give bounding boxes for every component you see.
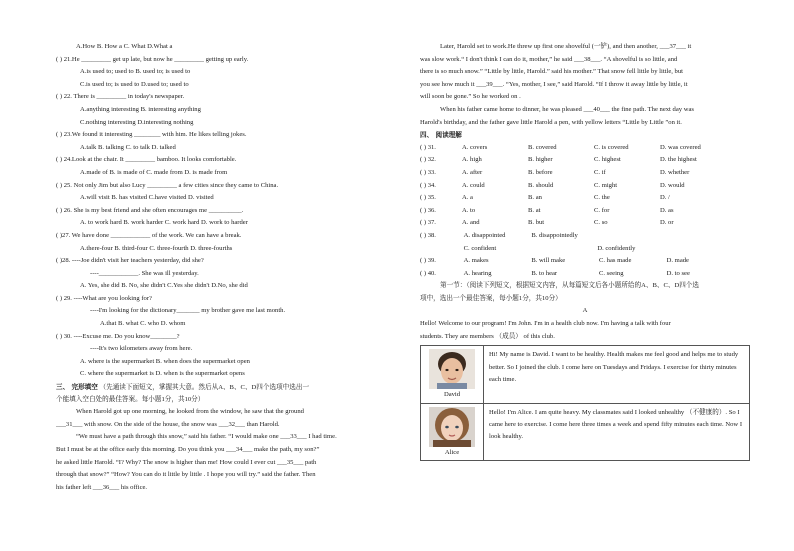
option-c: C. for xyxy=(594,206,610,214)
option-row xyxy=(420,167,750,180)
question-24: ( ) 24.Look at the chair. It _________ bamboo. It looks comfortable. xyxy=(56,156,237,164)
q30-options-ab: A. where is the supermarket B. when does the supermarket open xyxy=(80,357,250,365)
section-4-title: 四、 阅读理解 xyxy=(420,131,462,140)
table-row xyxy=(421,346,750,403)
section-3-header xyxy=(56,381,386,394)
option-d: D. to see xyxy=(666,269,690,277)
option-b: B. an xyxy=(528,194,542,202)
question-27: ( )27. We have done ____________ of the work. We can have a break. xyxy=(56,231,242,239)
option-b: B. covered xyxy=(528,143,557,151)
passage-line: ___31___ with snow. On the side of the house, the snow was ___32___ than Harold. xyxy=(56,420,280,428)
q20-options: A.How B. How a C. What D.What a xyxy=(76,43,173,50)
q29-options: A.that B. what C. who D. whom xyxy=(100,320,186,328)
member-description: Hi! My name is David. I want to be healthy. Health makes me feel good and helps me to study better. So I joined the club. I come here on Tuesdays and Fridays. I exercise for thirty minutes each time. xyxy=(484,346,750,403)
q21-options-ab: A.is used to; used to B. used to; is used to xyxy=(80,68,191,76)
option-number: ( ) 35. xyxy=(420,194,436,202)
question-21: ( ) 21.He _________ get up late, but now he _________ getting up early. xyxy=(56,55,249,63)
option-a: A. after xyxy=(462,168,483,176)
option-number: ( ) 34. xyxy=(420,181,436,189)
option-d: D. would xyxy=(660,181,685,189)
option-a: A. hearing xyxy=(463,269,492,277)
option-a: A. could xyxy=(462,181,485,189)
question-23: ( ) 23.We found it interesting ________ with him. He likes telling jokes. xyxy=(56,131,247,139)
passage-line: will soon be gone.” So he worked on . xyxy=(420,93,521,101)
question-30: ( ) 30. ----Excuse me. Do you know________? xyxy=(56,332,180,340)
option-row xyxy=(420,205,750,218)
part-1-instructions: 第一节：（阅读下列短文，根据短文内容，从每篇短文后各小题所给的A、B、C、D四个选 xyxy=(440,282,699,290)
option-row xyxy=(420,142,750,155)
section-3-title: 三、 完形填空 xyxy=(56,383,98,392)
option-d: D. confidently xyxy=(597,244,636,252)
option-c: C. if xyxy=(594,168,606,176)
question-26: ( ) 26. She is my best friend and she often encourages me __________. xyxy=(56,206,244,214)
cloze-options-list xyxy=(420,142,750,230)
option-d: D. / xyxy=(660,194,670,202)
passage-line: But I must be at the office early this morning. Do you think you ___34___ make the path, my son?” xyxy=(56,446,320,453)
option-c: C. the xyxy=(594,194,610,202)
option-d: D. as xyxy=(660,206,674,214)
option-number: ( ) 37. xyxy=(420,219,436,227)
option-number: ( ) 40. xyxy=(420,269,436,277)
question-25: ( ) 25. Not only Jim but also Lucy _________ a few cities since they came to China. xyxy=(56,181,279,189)
option-number: ( ) 38. xyxy=(420,231,436,239)
passage-line: was slow work.“ I don't think I can do it, mother,” he said ___38___. “A shovelful is so little, and xyxy=(420,55,678,63)
option-b: B. at xyxy=(528,206,541,214)
option-b: B. should xyxy=(528,181,554,189)
option-row-38-cont xyxy=(420,243,750,256)
option-a: A. disappointed xyxy=(463,231,506,239)
q25-options: A.will visit B. has visited C.have visited D. visited xyxy=(80,194,214,202)
table-row xyxy=(421,403,750,460)
passage-line: Later, Harold set to work.He threw up first one shovelful (一铲), and then another, ___37___ it xyxy=(440,43,692,50)
option-b: B. but xyxy=(528,219,545,227)
option-b: B. higher xyxy=(528,156,553,164)
option-c: C. so xyxy=(594,219,608,227)
q28-reply: ----____________. She was ill yesterday. xyxy=(90,269,199,277)
member-name: David xyxy=(443,391,461,399)
option-c: C. might xyxy=(594,181,618,189)
option-row xyxy=(420,180,750,193)
passage-label: A xyxy=(582,307,588,315)
option-number: ( ) 32. xyxy=(420,156,436,164)
option-d: D. made xyxy=(666,257,689,265)
q24-options: A.made of B. is made of C. made from D. is made from xyxy=(80,168,228,176)
left-column xyxy=(56,41,386,494)
question-29: ( ) 29. ----What are you looking for? xyxy=(56,294,152,302)
option-number: ( ) 31. xyxy=(420,143,436,151)
david-photo xyxy=(429,349,475,389)
q29-reply: ----I'm looking for the dictionary_______ my brother gave me last month. xyxy=(90,307,286,315)
q30-reply: ----It's two kilometers away from here. xyxy=(90,345,193,353)
q26-options: A. to work hard B. work harder C. work hard D. work to harder xyxy=(80,219,248,227)
option-d: D. was covered xyxy=(660,143,701,151)
option-row-38 xyxy=(420,230,750,243)
q28-options: A. Yes, she did B. No, she didn't C.Yes she didn't D.No, she did xyxy=(80,282,248,290)
option-a: A. to xyxy=(462,206,476,214)
question-22: ( ) 22. There is _________ in today's newspaper. xyxy=(56,93,185,101)
passage-intro: Hello! Welcome to our program! I'm John. I'm in a health club now. I'm having a talk with four xyxy=(420,320,671,328)
question-28: ( )28. ----Joe didn't visit her teachers yesterday, did she? xyxy=(56,257,204,265)
option-a: A. high xyxy=(462,156,482,164)
passage-intro-cont: students. They are members （成员） of this club. xyxy=(420,332,555,340)
option-a: A. makes xyxy=(463,257,489,265)
member-description: Hello! I'm Alice. I am quite heavy. My classmates said I looked unhealthy （不健康的）. So I came here to exercise. I come here three times a week and spend fifty minutes each time. Now I look healthy. xyxy=(484,403,750,460)
q30-options-cd: C. where the supermarket is D. when is the supermarket opens xyxy=(80,370,245,378)
option-row xyxy=(420,154,750,167)
passage-line: he asked little Harold. “I? Why? The snow is higher than me! How could I ever cut ___35___ path xyxy=(56,458,317,466)
option-number: ( ) 33. xyxy=(420,168,436,176)
option-b: B. will make xyxy=(531,257,566,265)
passage-line: When his father came home to dinner, he was pleased ___40___ the fine path. The next day was xyxy=(440,105,694,113)
member-name: Alice xyxy=(444,448,460,456)
option-b: B. disappointedly xyxy=(531,231,578,239)
photo-cell xyxy=(421,403,484,460)
option-d: D. whether xyxy=(660,168,690,176)
passage-line: “We must have a path through this snow,” said his father. “I would make one ___33___ I had time. xyxy=(76,433,337,441)
option-c: C. is covered xyxy=(594,143,629,151)
option-a: A. a xyxy=(462,194,473,202)
option-number: ( ) 39. xyxy=(420,257,436,265)
q27-options: A.there-four B. third-four C. three-fourth D. three-fourths xyxy=(80,244,233,252)
option-row xyxy=(420,192,750,205)
q22-options-cd: C.nothing interesting D.interesting nothing xyxy=(80,118,194,126)
passage-line: you see how much it ___39___. “Yes, mother, I see,” said Harold. “If I throw it away little by little, it xyxy=(420,80,688,88)
option-row-39 xyxy=(420,255,750,268)
section-3-instructions: （先通读下面短文，掌握其大意。然后从A、B、C、D四个选项中选出一 xyxy=(99,384,310,392)
option-row xyxy=(420,217,750,230)
passage-line: through that snow?” “How? You can do it little by little . I hope you will try.” said the father. Then xyxy=(56,471,316,479)
option-b: B. to hear xyxy=(531,269,558,277)
passage-line: Harold's birthday, and the father gave little Harold a pen, with yellow letters “Little by Little ”on it. xyxy=(420,118,682,126)
option-a: A. and xyxy=(462,219,480,227)
option-b: B. before xyxy=(528,168,553,176)
q21-options-cd: C.is used to; is used to D.used to; used to xyxy=(80,80,189,88)
option-row-40 xyxy=(420,268,750,281)
part-1-instructions-cont: 项中，选出一个最佳答案，每小题1分，共10分） xyxy=(420,294,562,302)
q22-options-ab: A.anything interesting B. interesting anything xyxy=(80,105,201,113)
passage-line: his father left ___36___ his office. xyxy=(56,483,148,491)
members-table xyxy=(420,345,750,461)
section-3-instructions-cont: 个能填入空白处的最佳答案。每小题1分，共10分） xyxy=(56,395,205,403)
option-number: ( ) 36. xyxy=(420,206,436,214)
option-c: C. confident xyxy=(463,244,497,252)
passage-line: there is so much snow.” “Little by little, Harold.” said his mother.” That snow fell little by little, but xyxy=(420,68,683,76)
photo-cell xyxy=(421,346,484,403)
right-column xyxy=(420,41,750,461)
alice-photo xyxy=(429,407,475,447)
option-a: A. covers xyxy=(462,143,488,151)
option-c: C. has made xyxy=(598,257,632,265)
q23-options: A.talk B. talking C. to talk D. talked xyxy=(80,143,176,151)
option-c: C. seeing xyxy=(598,269,624,277)
option-d: D. or xyxy=(660,219,674,227)
passage-line: When Harold got up one morning, he looked from the window, he saw that the ground xyxy=(76,408,304,416)
option-c: C. highest xyxy=(594,156,621,164)
option-d: D. the highest xyxy=(660,156,697,164)
